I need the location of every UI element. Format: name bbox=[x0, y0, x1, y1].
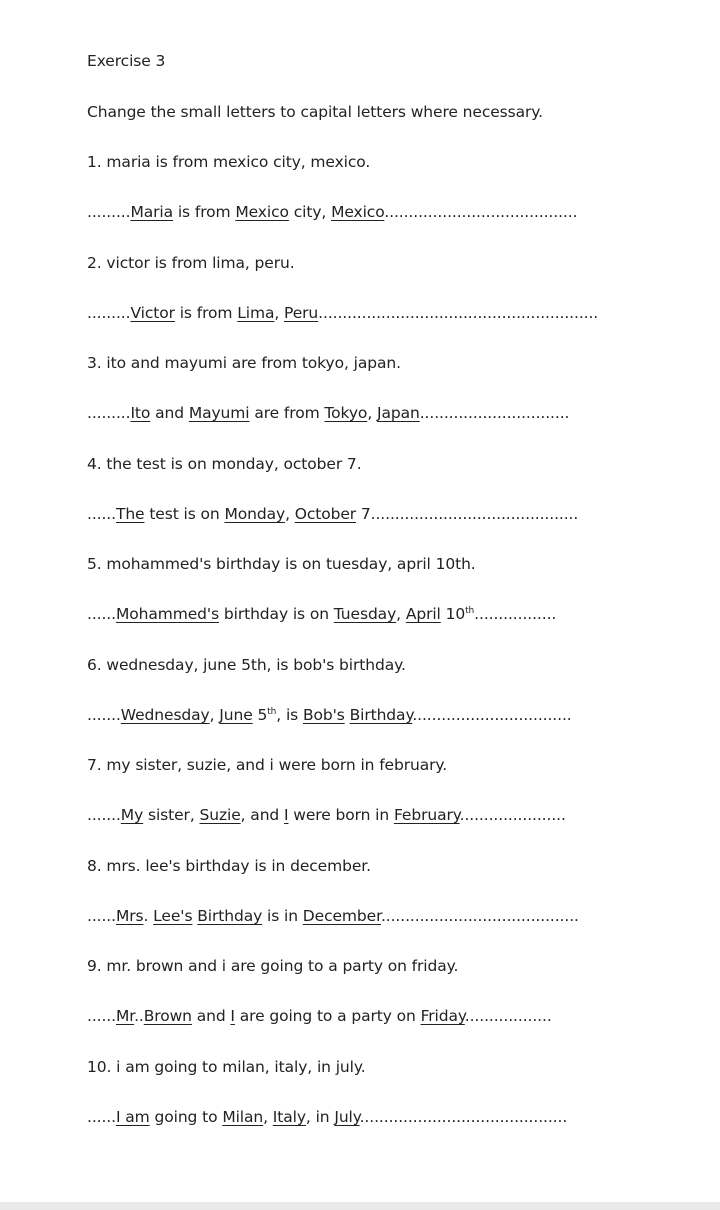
answer-text: ...................... bbox=[459, 806, 566, 824]
answer-10 bbox=[87, 1107, 567, 1127]
capitalized-word: My bbox=[120, 806, 144, 824]
answer-text: test is on bbox=[144, 505, 225, 523]
answer-text: ......... bbox=[87, 404, 131, 422]
answer-text: , bbox=[285, 505, 295, 523]
answer-text: is from bbox=[174, 304, 238, 322]
answer-text: ......................................... bbox=[380, 907, 579, 925]
capitalized-word: February bbox=[393, 806, 460, 824]
answer-text: going to bbox=[149, 1108, 223, 1126]
question-2: 2. victor is from lima, peru. bbox=[87, 254, 295, 272]
capitalized-word: Mohammed's bbox=[115, 605, 220, 623]
capitalized-word: Ito bbox=[130, 404, 151, 422]
answer-text: ...... bbox=[87, 907, 116, 925]
answer-text: , in bbox=[305, 1108, 335, 1126]
answer-text: .. bbox=[134, 1007, 144, 1025]
capitalized-word: Victor bbox=[130, 304, 175, 322]
capitalized-word: I bbox=[230, 1007, 235, 1025]
capitalized-word: Monday bbox=[224, 505, 286, 523]
answer-text: ......... bbox=[87, 304, 131, 322]
answer-text: ...... bbox=[87, 505, 116, 523]
answer-text: , bbox=[274, 304, 285, 322]
answer-text: , and bbox=[240, 806, 284, 824]
answer-text: sister, bbox=[143, 806, 200, 824]
capitalized-word: Japan bbox=[376, 404, 420, 422]
answer-text: birthday is on bbox=[219, 605, 334, 623]
answer-text: were born in bbox=[288, 806, 394, 824]
answer-8 bbox=[87, 906, 579, 926]
capitalized-word: Tuesday bbox=[333, 605, 397, 623]
answer-2 bbox=[87, 303, 598, 323]
answer-text: ........................................ bbox=[384, 203, 578, 221]
answer-text: are from bbox=[249, 404, 325, 422]
capitalized-word: Friday bbox=[420, 1007, 465, 1025]
answer-text: and bbox=[191, 1007, 231, 1025]
capitalized-word: Birthday bbox=[349, 706, 413, 724]
question-9: 9. mr. brown and i are going to a party on friday. bbox=[87, 957, 459, 975]
capitalized-word: Bob's bbox=[302, 706, 345, 724]
capitalized-word: Mrs bbox=[115, 907, 144, 925]
answer-5 bbox=[87, 604, 556, 624]
capitalized-word: I am bbox=[115, 1108, 150, 1126]
answer-text: and bbox=[150, 404, 189, 422]
answer-text: ...... bbox=[87, 1007, 116, 1025]
answer-text: ................................. bbox=[412, 706, 572, 724]
answer-text: .................. bbox=[464, 1007, 552, 1025]
question-7: 7. my sister, suzie, and i were born in february. bbox=[87, 756, 448, 774]
answer-text: 10 bbox=[440, 605, 466, 623]
capitalized-word: Suzie bbox=[199, 806, 241, 824]
answer-text: 7........................................... bbox=[356, 505, 579, 523]
question-8: 8. mrs. lee's birthday is in december. bbox=[87, 857, 371, 875]
answer-9 bbox=[87, 1006, 552, 1026]
question-10: 10. i am going to milan, italy, in july. bbox=[87, 1058, 366, 1076]
capitalized-word: July bbox=[334, 1108, 360, 1126]
capitalized-word: December bbox=[302, 907, 381, 925]
capitalized-word: Lee's bbox=[153, 907, 193, 925]
question-5: 5. mohammed's birthday is on tuesday, april 10th. bbox=[87, 555, 476, 573]
answer-3 bbox=[87, 403, 569, 423]
exercise-title: Exercise 3 bbox=[87, 52, 166, 70]
answer-text: 5 bbox=[252, 706, 268, 724]
capitalized-word: Brown bbox=[143, 1007, 192, 1025]
answer-text: , bbox=[396, 605, 406, 623]
answer-text: , bbox=[209, 706, 220, 724]
answer-text: .......................................................... bbox=[318, 304, 599, 322]
answer-text: ....... bbox=[87, 706, 121, 724]
capitalized-word: Mexico bbox=[235, 203, 289, 221]
capitalized-word: Mr bbox=[115, 1007, 135, 1025]
capitalized-word: October bbox=[294, 505, 357, 523]
ordinal-suffix: th bbox=[267, 706, 277, 717]
capitalized-word: June bbox=[219, 706, 253, 724]
answer-text: ....... bbox=[87, 806, 121, 824]
instruction-text: Change the small letters to capital letters where necessary. bbox=[87, 103, 543, 121]
answer-text: city, bbox=[288, 203, 332, 221]
capitalized-word: Italy bbox=[272, 1108, 306, 1126]
capitalized-word: Birthday bbox=[197, 907, 263, 925]
answer-text: ........................................... bbox=[359, 1108, 568, 1126]
answer-6 bbox=[87, 705, 572, 725]
answer-text: , bbox=[263, 1108, 273, 1126]
question-4: 4. the test is on monday, october 7. bbox=[87, 455, 362, 473]
answer-text: ...... bbox=[87, 1108, 116, 1126]
answer-text: , bbox=[367, 404, 377, 422]
answer-4 bbox=[87, 504, 578, 524]
question-1: 1. maria is from mexico city, mexico. bbox=[87, 153, 371, 171]
capitalized-word: Mexico bbox=[331, 203, 385, 221]
capitalized-word: Lima bbox=[237, 304, 275, 322]
answer-text: is from bbox=[173, 203, 236, 221]
capitalized-word: Mayumi bbox=[188, 404, 250, 422]
capitalized-word: Wednesday bbox=[120, 706, 210, 724]
capitalized-word: April bbox=[405, 605, 441, 623]
question-6: 6. wednesday, june 5th, is bob's birthday. bbox=[87, 656, 406, 674]
bottom-strip bbox=[0, 1202, 720, 1210]
answer-text: is in bbox=[262, 907, 303, 925]
capitalized-word: Peru bbox=[284, 304, 319, 322]
capitalized-word: The bbox=[115, 505, 145, 523]
capitalized-word: Maria bbox=[130, 203, 174, 221]
answer-text: ................. bbox=[474, 605, 557, 623]
answer-7 bbox=[87, 805, 566, 825]
answer-text: ...... bbox=[87, 605, 116, 623]
capitalized-word: Tokyo bbox=[324, 404, 368, 422]
ordinal-suffix: th bbox=[465, 605, 475, 616]
answer-text: , is bbox=[276, 706, 303, 724]
answer-1 bbox=[87, 202, 577, 222]
capitalized-word: I bbox=[283, 806, 289, 824]
answer-text: ............................... bbox=[419, 404, 570, 422]
answer-text: . bbox=[143, 907, 154, 925]
answer-text: ......... bbox=[87, 203, 131, 221]
capitalized-word: Milan bbox=[222, 1108, 264, 1126]
answer-text: are going to a party on bbox=[234, 1007, 421, 1025]
question-3: 3. ito and mayumi are from tokyo, japan. bbox=[87, 354, 401, 372]
